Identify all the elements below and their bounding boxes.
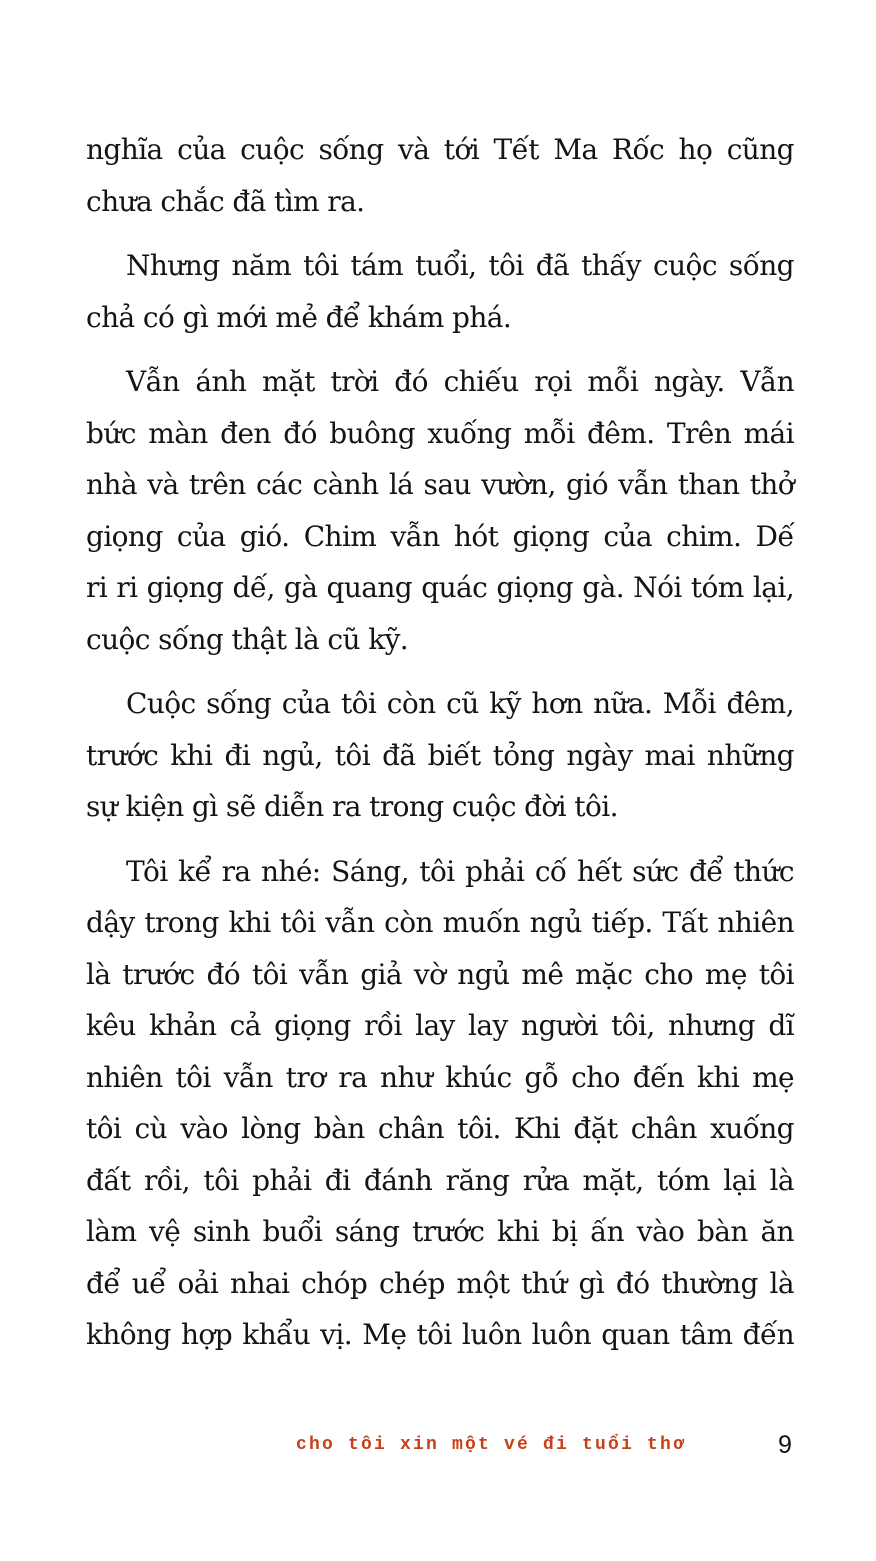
text-line: nghĩa của cuộc sống và tới Tết Ma Rốc họ cũng <box>86 133 794 166</box>
text-line: đất rồi, tôi phải đi đánh răng rửa mặt, tóm lại là <box>86 1163 794 1197</box>
text-line: trước khi đi ngủ, tôi đã biết tỏng ngày mai những <box>86 738 794 772</box>
paragraph-3 <box>86 356 794 665</box>
paragraph-1 <box>86 124 794 227</box>
text-line: giọng của gió. Chim vẫn hót giọng của chim. Dế <box>86 519 794 553</box>
text-line: Tôi kể ra nhé: Sáng, tôi phải cố hết sức để thức <box>126 854 794 888</box>
paragraph-5 <box>86 846 794 1361</box>
text-line: sự kiện gì sẽ diễn ra trong cuộc đời tôi. <box>86 790 618 823</box>
text-line: Nhưng năm tôi tám tuổi, tôi đã thấy cuộc sống <box>126 249 794 282</box>
paragraph-4 <box>86 678 794 833</box>
text-line: bức màn đen đó buông xuống mỗi đêm. Trên mái <box>86 416 794 450</box>
page-number: 9 <box>778 1431 792 1459</box>
text-line: Vẫn ánh mặt trời đó chiếu rọi mỗi ngày. Vẫn <box>126 365 794 398</box>
page-footer <box>296 1433 796 1465</box>
text-line: kêu khản cả giọng rồi lay lay người tôi, nhưng dĩ <box>86 1009 794 1042</box>
text-line: làm vệ sinh buổi sáng trước khi bị ấn vào bàn ăn <box>86 1215 794 1248</box>
text-line: không hợp khẩu vị. Mẹ tôi luôn luôn quan tâm đến <box>86 1318 794 1351</box>
text-line: ri ri giọng dế, gà quang quác giọng gà. Nói tóm lại, <box>86 571 794 604</box>
paragraph-2 <box>86 240 794 343</box>
text-line: tôi cù vào lòng bàn chân tôi. Khi đặt chân xuống <box>86 1112 794 1145</box>
text-line: chả có gì mới mẻ để khám phá. <box>86 300 512 334</box>
text-line: nhà và trên các cành lá sau vườn, gió vẫn than thở <box>86 468 794 501</box>
text-line: nhiên tôi vẫn trơ ra như khúc gỗ cho đến khi mẹ <box>86 1060 794 1094</box>
text-line: chưa chắc đã tìm ra. <box>86 184 365 218</box>
text-line: dậy trong khi tôi vẫn còn muốn ngủ tiếp. Tất nhiên <box>86 906 794 939</box>
text-line: Cuộc sống của tôi còn cũ kỹ hơn nữa. Mỗi đêm, <box>126 687 794 720</box>
text-line: là trước đó tôi vẫn giả vờ ngủ mê mặc cho mẹ tôi <box>86 957 794 991</box>
running-title: cho tôi xin một vé đi tuổi thơ <box>296 1435 687 1455</box>
text-line: cuộc sống thật là cũ kỹ. <box>86 622 409 656</box>
body-text <box>86 124 794 1374</box>
text-line: để uể oải nhai chóp chép một thứ gì đó thường là <box>86 1266 794 1300</box>
